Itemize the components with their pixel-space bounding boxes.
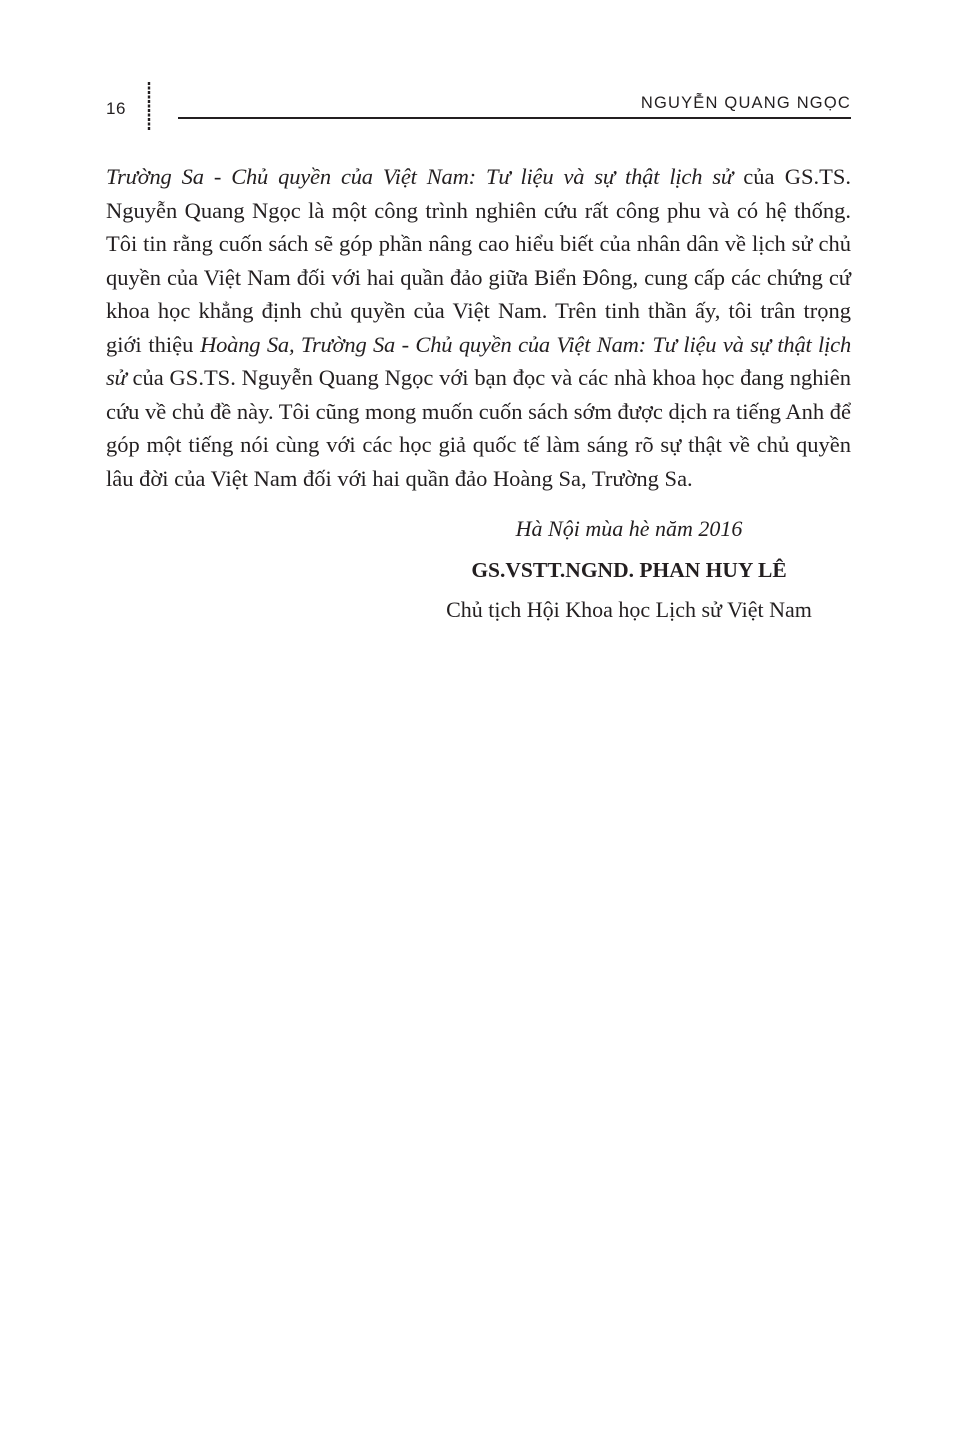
signature-block xyxy=(400,512,858,627)
book-title-italic: Hoàng Sa, Trường Sa - Chủ quyền của Việt Nam: Tư liệu và sự thật lịch sử xyxy=(106,331,852,390)
running-head: NGUYỄN QUANG NGỌC xyxy=(640,94,851,112)
body-paragraph xyxy=(106,160,851,495)
page-header xyxy=(0,0,957,140)
header-ornament xyxy=(145,82,153,130)
page-number: 16 xyxy=(106,99,126,118)
signature-role: Chủ tịch Hội Khoa học Lịch sử Việt Nam xyxy=(446,597,812,622)
body-text-segment: của GS.TS. Nguyễn Quang Ngọc là một công trình nghiên cứu rất công phu và có hệ thống. Tôi tin rằng cuốn sách sẽ góp phần nâng cao hiểu biết của nhân dân về lịch sử chủ quyền của Việt Nam đối với hai quần đảo giữa Biển Đông, cung cấp các chứng cứ khoa học khẳng định chủ quyền của Việt Nam. Trên tinh thần ấy, tôi trân trọng giới thiệu xyxy=(106,164,851,357)
signature-place-date: Hà Nội mùa hè năm 2016 xyxy=(515,516,743,541)
book-title-italic: Trường Sa - Chủ quyền của Việt Nam: Tư liệu và sự thật lịch sử xyxy=(106,164,733,189)
header-rule xyxy=(178,117,851,119)
signature-name: GS.VSTT.NGND. PHAN HUY LÊ xyxy=(471,558,787,582)
body-text-segment: của GS.TS. Nguyễn Quang Ngọc với bạn đọc và các nhà khoa học đang nghiên cứu về chủ đề này. Tôi cũng mong muốn cuốn sách sớm được dịch ra tiếng Anh để góp một tiếng nói cùng với các học giả quốc tế làm sáng rõ sự thật về chủ quyền lâu đời của Việt Nam đối với hai quần đảo Hoàng Sa, Trường Sa. xyxy=(106,365,851,491)
